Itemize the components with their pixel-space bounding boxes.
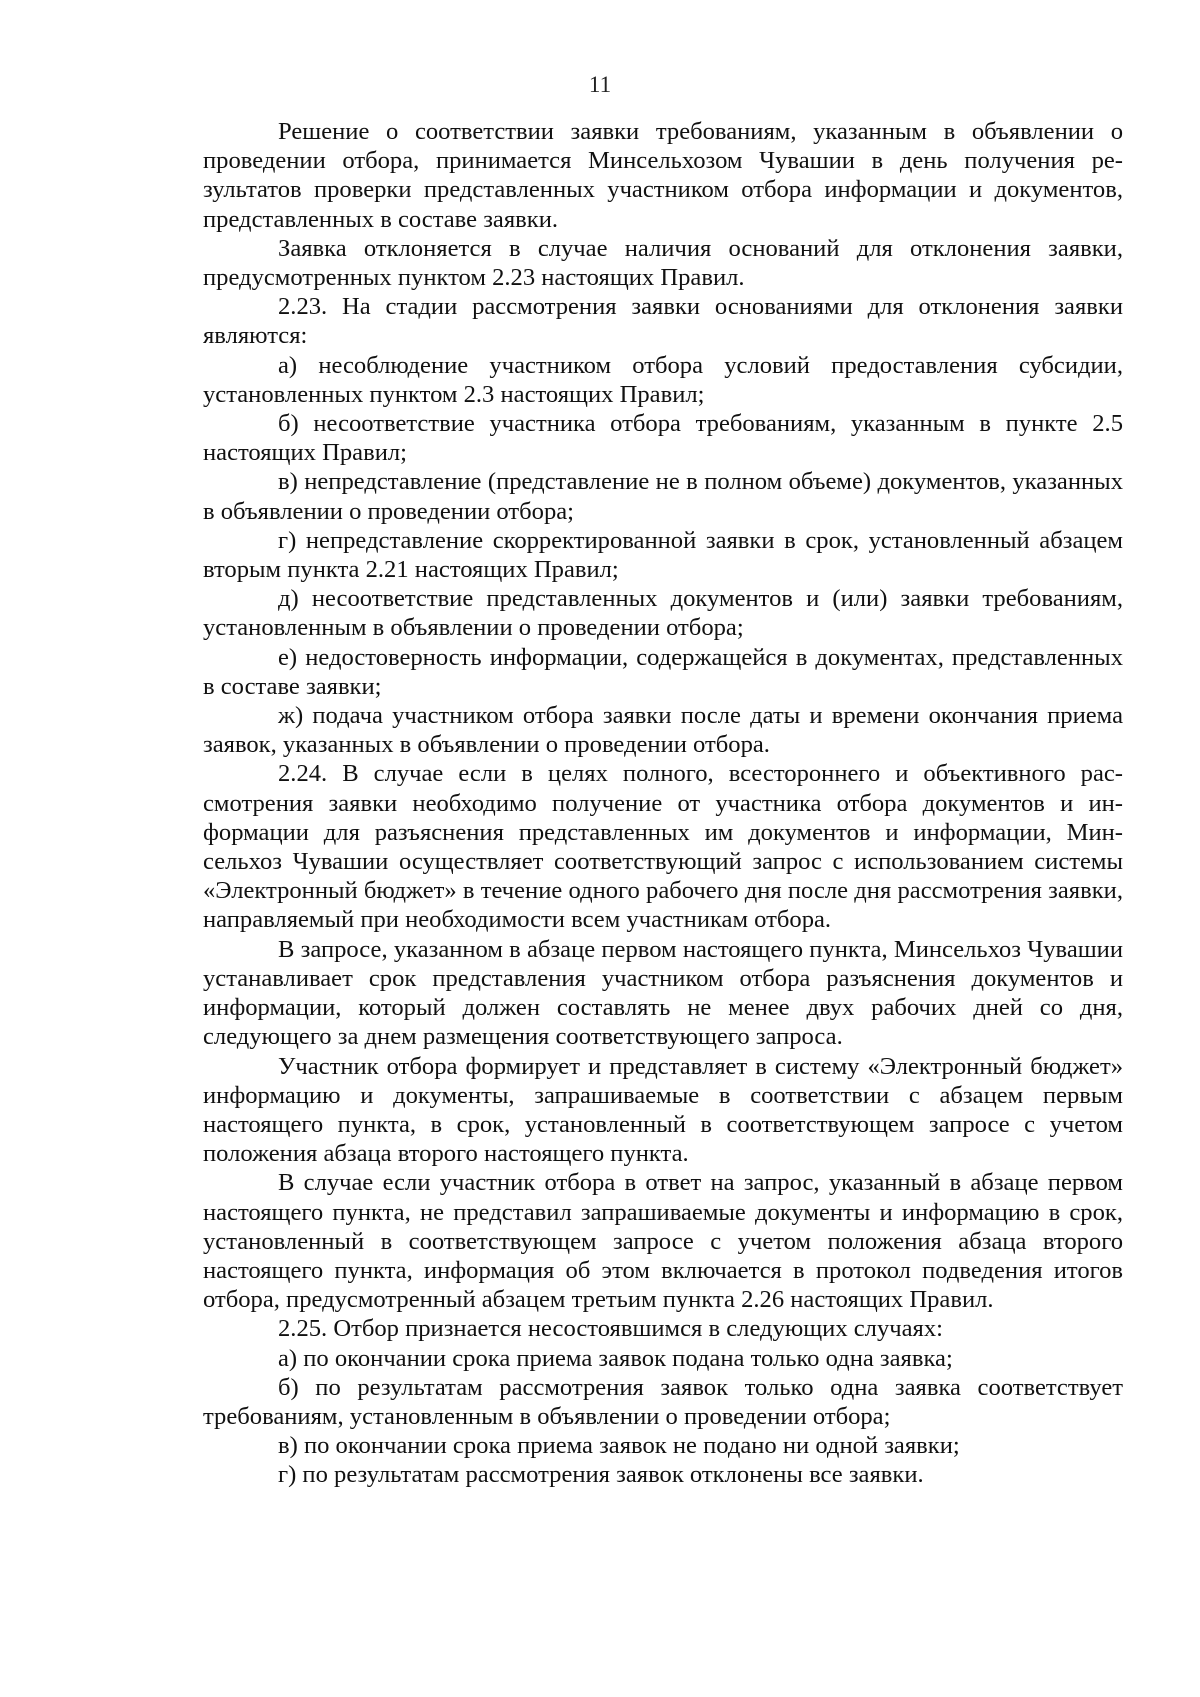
paragraph: а) по окончании срока приема заявок подана только одна заявка; (278, 1344, 953, 1372)
paragraph: 2.25. Отбор признается несостоявшимся в следующих случаях: (278, 1315, 943, 1343)
paragraph: б) несоответствие участника отбора требованиям, указанным в пункте 2.5 настоящих Правил; (203, 410, 1123, 467)
paragraph: б) по результатам рассмотрения заявок только одна заявка соответствует требованиям, установленным в объявлении о проведении отбора; (203, 1373, 1123, 1430)
paragraph: 2.23. На стадии рассмотрения заявки основаниями для отклонения заявки являются: (203, 293, 1123, 350)
paragraph: е) недостоверность информации, содержащейся в документах, представленных в составе заявки; (203, 643, 1123, 700)
paragraph: В случае если участник отбора в ответ на запрос, указанный в абзаце первом настоящего пункта, не представил запрашиваемые документы и информацию в срок, установленный в соответствующем запросе с учетом положения абзаца второго настоящего пункта, информация об этом включается в протокол подведения итогов отбора, предусмотренный абзацем третьим пункта 2.26 настоящих Правил. (203, 1169, 1123, 1314)
paragraph: а) несоблюдение участником отбора условий предоставления субсидии, установленных пунктом 2.3 настоящих Правил; (203, 351, 1123, 408)
paragraph: г) по результатам рассмотрения заявок отклонены все заявки. (278, 1461, 924, 1489)
paragraph: ж) подача участником отбора заявки после даты и времени окончания приема заявок, указанных в объявлении о проведении отбора. (203, 702, 1123, 759)
paragraph: г) непредставление скорректированной заявки в срок, установленный абзацем вторым пункта 2.21 настоящих Правил; (203, 526, 1123, 584)
paragraph: в) непредставление (представление не в полном объеме) документов, указанных в объявлении о проведении отбора; (203, 468, 1123, 525)
paragraph: 2.24. В случае если в целях полного, всестороннего и объективного рассмотрения заявки необходимо получение от участника отбора документов и информации для разъяснения представленных им документов и информации, Минсельхоз Чувашии осуществляет соответствующий запрос с использованием системы «Электронный бюджет» в течение одного рабочего дня после дня рассмотрения заявки, направляемый при необходимости всем участникам отбора. (203, 760, 1123, 934)
paragraph: Заявка отклоняется в случае наличия оснований для отклонения заявки, предусмотренных пунктом 2.23 настоящих Правил. (203, 234, 1123, 292)
document-body (203, 117, 1123, 1490)
page-number: 11 (588, 72, 612, 97)
paragraph: в) по окончании срока приема заявок не подано ни одной заявки; (278, 1432, 960, 1460)
paragraph: д) несоответствие представленных документов и (или) заявки требованиям, установленным в объявлении о проведении отбора; (203, 585, 1123, 642)
paragraph: Решение о соответствии заявки требованиям, указанным в объявлении о проведении отбора, принимается Минсельхозом Чувашии в день получения результатов проверки представленных участником отбора информации и документов, представленных в составе заявки. (203, 118, 1123, 233)
paragraph: В запросе, указанном в абзаце первом настоящего пункта, Минсельхоз Чувашии устанавливает срок представления участником отбора разъяснения документов и информации, который должен составлять не менее двух рабочих дней со дня, следующего за днем размещения соответствующего запроса. (203, 935, 1123, 1051)
paragraph: Участник отбора формирует и представляет в систему «Электронный бюджет» информацию и документы, запрашиваемые в соответствии с абзацем первым настоящего пункта, в срок, установленный в соответствующем запросе с учетом положения абзаца второго настоящего пункта. (203, 1052, 1123, 1168)
